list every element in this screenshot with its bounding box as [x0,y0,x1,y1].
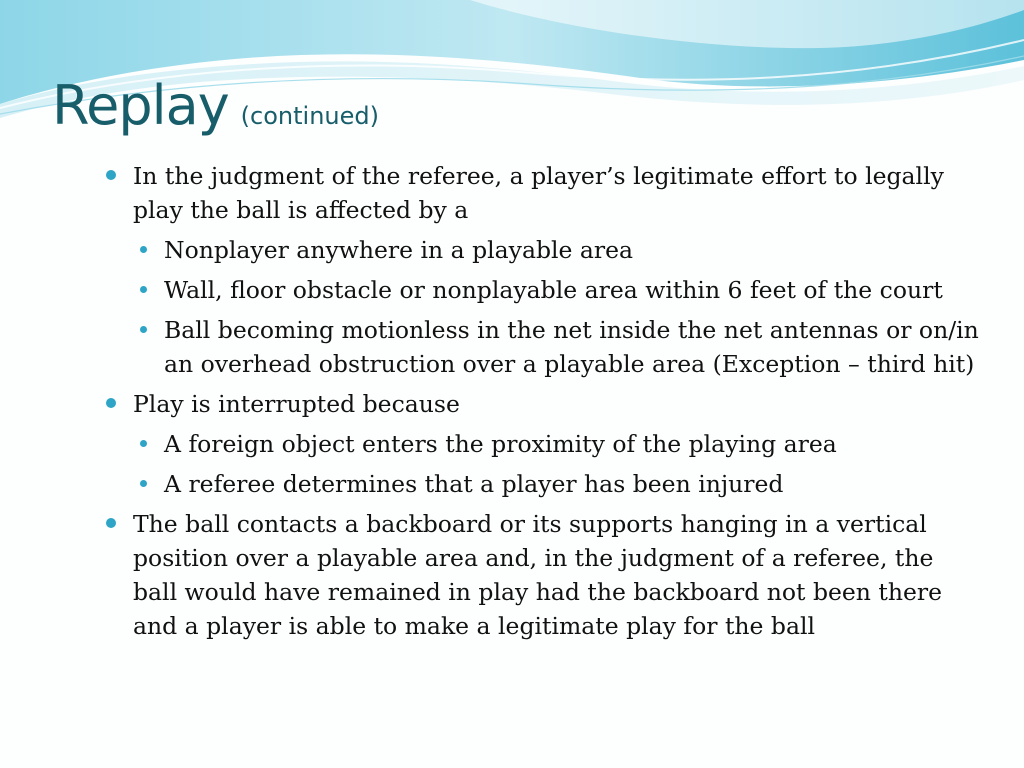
sub-bullet-text: Nonplayer anywhere in a playable area [164,236,634,264]
sub-bullet-item [104,313,984,381]
bullet-text: The ball contacts a backboard or its supports hanging in a vertical position over a playable area and, in the judgment of a referee, the ball would have remained in play had the backboard not been there and a player is able to make a legitimate play for the ball [133,510,943,640]
sub-bullet-dot-icon [140,440,147,447]
sub-bullet-item [104,233,984,267]
sub-bullet-item [104,427,984,461]
sub-bullet-dot-icon [140,326,147,333]
sub-bullet-dot-icon [140,480,147,487]
sub-bullet-item [104,273,984,307]
sub-bullet-item [104,467,984,501]
sub-bullet-text: Wall, floor obstacle or nonplayable area within 6 feet of the court [164,276,943,304]
sub-bullet-text: Ball becoming motionless in the net inside the net antennas or on/in an overhead obstruction over a playable area (Exception – third hit) [164,316,979,378]
bullet-item [104,507,984,643]
sub-bullet-dot-icon [140,286,147,293]
bullet-text: In the judgment of the referee, a player’s legitimate effort to legally play the ball is affected by a [133,162,944,224]
bullet-dot-icon [106,518,116,528]
title-subtitle: (continued) [240,102,379,130]
title-text: Replay [52,74,229,137]
bullet-dot-icon [106,170,116,180]
bullet-text: Play is interrupted because [133,390,460,418]
bullet-list [104,159,984,649]
sub-bullet-dot-icon [140,246,147,253]
bullet-item [104,159,984,227]
bullet-item [104,387,984,421]
bullet-dot-icon [106,398,116,408]
sub-bullet-text: A referee determines that a player has been injured [164,470,784,498]
sub-bullet-text: A foreign object enters the proximity of the playing area [164,430,837,458]
slide-title [52,74,379,137]
